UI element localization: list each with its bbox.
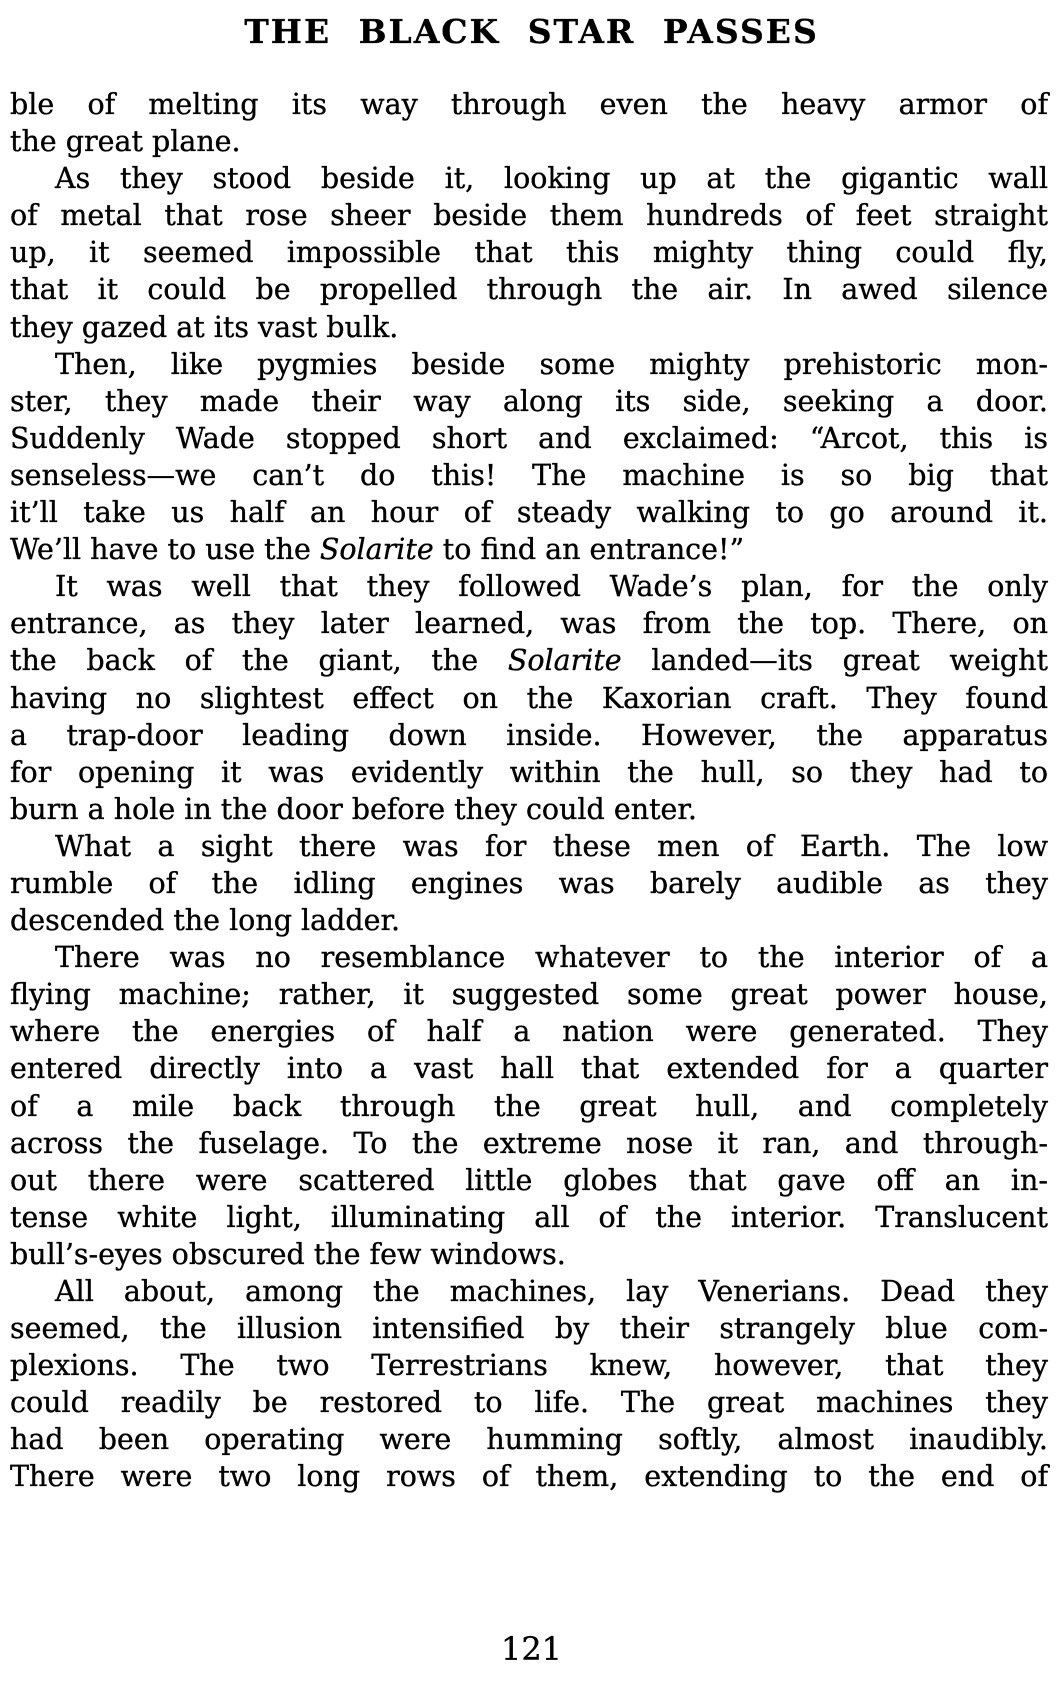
text-line: across the fuselage. To the extreme nose it ran, and through- bbox=[10, 1126, 1048, 1160]
text-line: having no slightest effect on the Kaxorian craft. They found bbox=[10, 681, 1048, 715]
text-line: There was no resemblance whatever to the interior of a bbox=[55, 941, 1048, 975]
text-line: out there were scattered little globes that gave off an in- bbox=[10, 1163, 1048, 1197]
text-line: plexions. The two Terrestrians knew, however, that they bbox=[10, 1349, 1048, 1383]
text-line: We’ll have to use the Solarite to find an entrance!” bbox=[10, 533, 745, 567]
text-line: that it could be propelled through the air. In awed silence bbox=[10, 273, 1048, 307]
text-line: the great plane. bbox=[10, 125, 241, 159]
text-line: ble of melting its way through even the heavy armor of bbox=[10, 88, 1048, 121]
text-line: flying machine; rather, it suggested some great power house, bbox=[10, 978, 1048, 1012]
page-number: 121 bbox=[500, 1630, 563, 1668]
text-line: they gazed at its vast bulk. bbox=[10, 310, 399, 344]
text-line: All about, among the machines, lay Venerians. Dead they bbox=[55, 1275, 1048, 1308]
text-line: What a sight there was for these men of Earth. The low bbox=[55, 829, 1048, 863]
text-line: could readily be restored to life. The great machines they bbox=[10, 1386, 1048, 1420]
text-line: descended the long ladder. bbox=[10, 904, 401, 938]
text-line: Suddenly Wade stopped short and exclaimed: “Arcot, this is bbox=[10, 421, 1048, 455]
running-head: THE BLACK STAR PASSES bbox=[244, 12, 819, 51]
text-line: entered directly into a vast hall that extended for a quarter bbox=[10, 1052, 1048, 1086]
text-line: entrance, as they later learned, was from the top. There, on bbox=[10, 607, 1048, 641]
italic-text: Solarite bbox=[319, 533, 434, 567]
text-line: seemed, the illusion intensified by their strangely blue com- bbox=[10, 1312, 1048, 1346]
text-line: ster, they made their way along its side, seeking a door. bbox=[10, 384, 1048, 418]
text-line: of a mile back through the great hull, and completely bbox=[10, 1089, 1048, 1123]
text-line: the back of the giant, the Solarite landed—its great weight bbox=[10, 644, 1048, 678]
text-line: It was well that they followed Wade’s plan, for the only bbox=[55, 570, 1048, 604]
text-line: As they stood beside it, looking up at the gigantic wall bbox=[55, 162, 1048, 196]
text-line: Then, like pygmies beside some mighty prehistoric mon- bbox=[55, 347, 1048, 381]
italic-text: Solarite bbox=[507, 644, 622, 678]
text-line: where the energies of half a nation were generated. They bbox=[10, 1015, 1048, 1049]
text-line: up, it seemed impossible that this mighty thing could fly, bbox=[10, 236, 1048, 270]
text-line: senseless—we can’t do this! The machine is so big that bbox=[10, 458, 1048, 492]
text-line: it’ll take us half an hour of steady walking to go around it. bbox=[10, 496, 1048, 530]
text-line: tense white light, illuminating all of the interior. Translucent bbox=[10, 1200, 1048, 1234]
text-line: of metal that rose sheer beside them hundreds of feet straight bbox=[10, 199, 1048, 233]
text-line: had been operating were humming softly, almost inaudibly. bbox=[10, 1423, 1048, 1457]
text-line: rumble of the idling engines was barely audible as they bbox=[10, 866, 1048, 900]
text-line: bull’s-eyes obscured the few windows. bbox=[10, 1237, 566, 1271]
text-line: burn a hole in the door before they could enter. bbox=[10, 792, 697, 826]
text-line: a trap-door leading down inside. However, the apparatus bbox=[10, 718, 1048, 752]
text-line: for opening it was evidently within the hull, so they had to bbox=[10, 755, 1048, 789]
text-line: There were two long rows of them, extending to the end of bbox=[10, 1460, 1048, 1494]
text-body bbox=[10, 86, 1048, 1496]
